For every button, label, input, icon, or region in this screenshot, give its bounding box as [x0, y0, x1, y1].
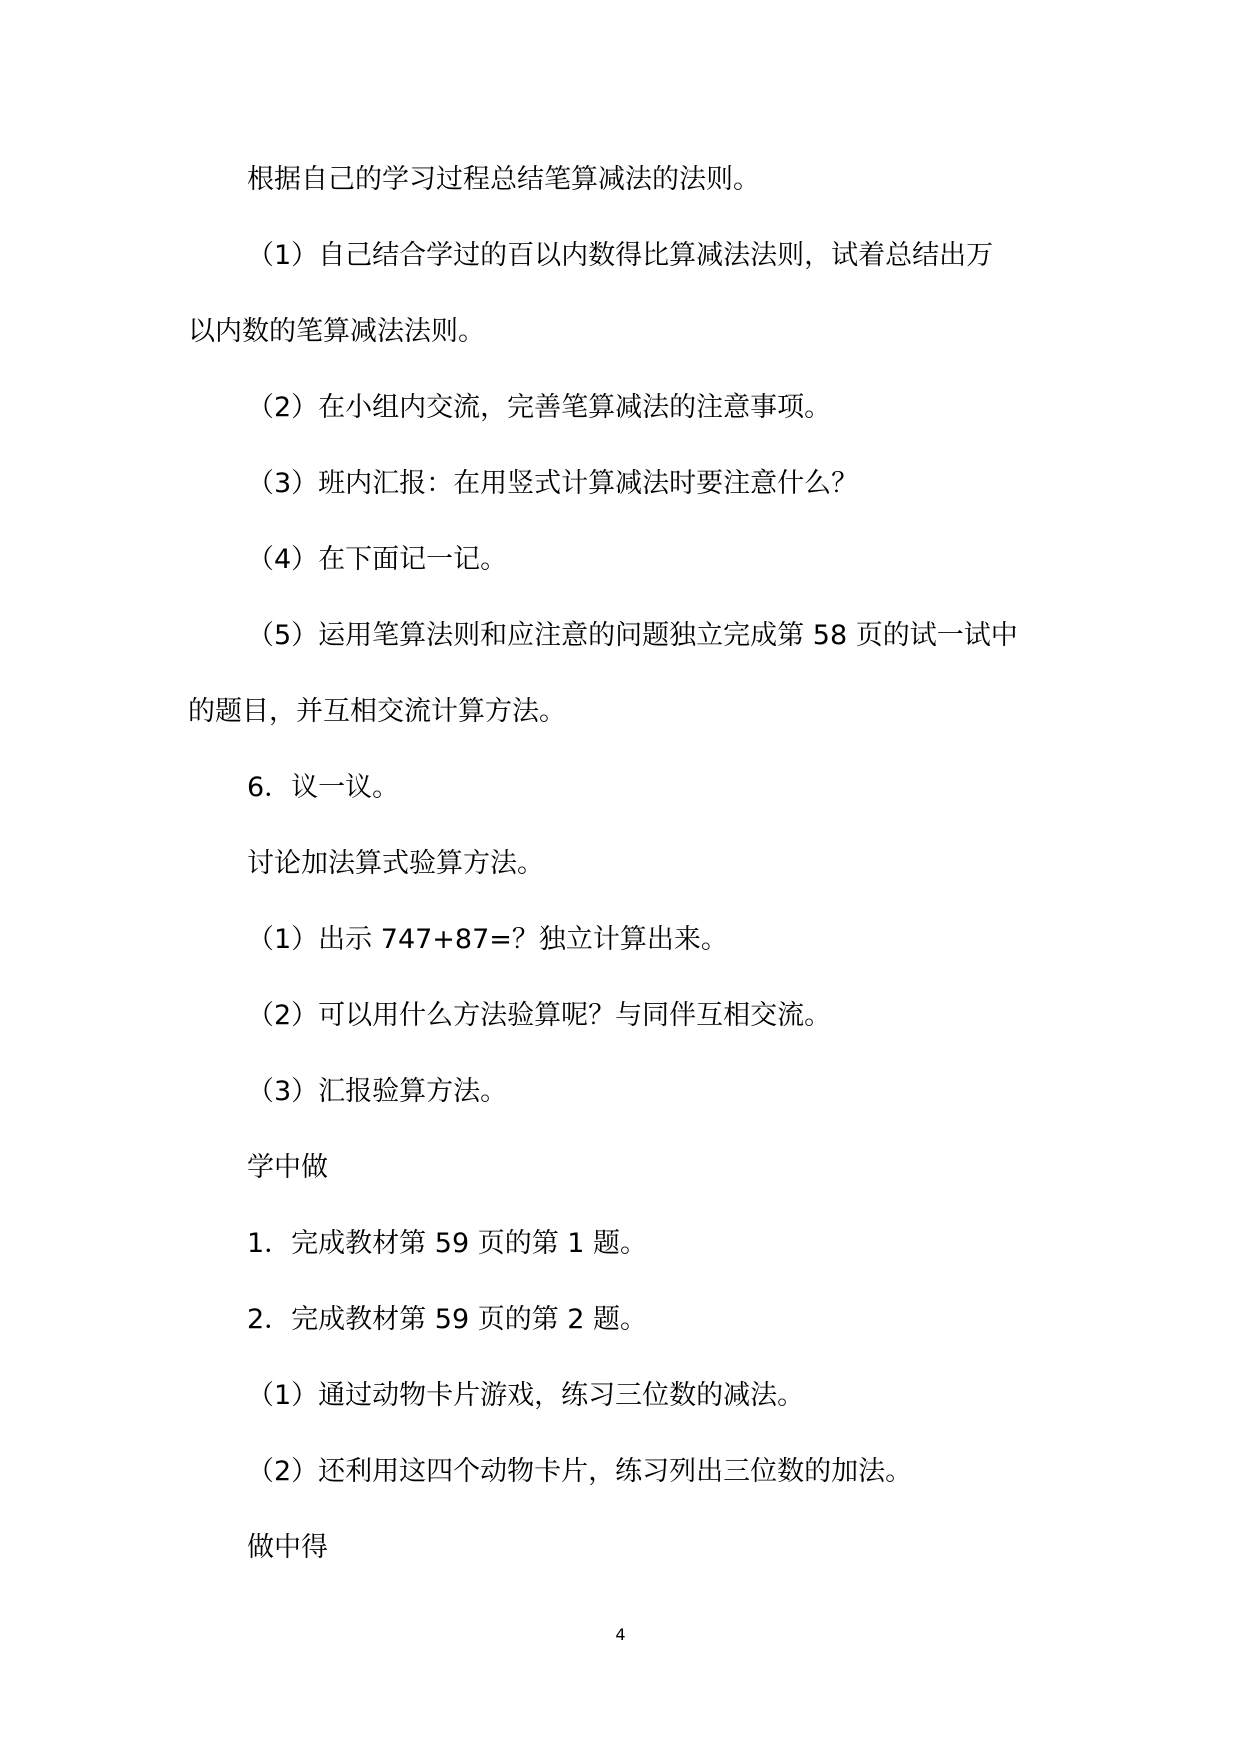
document-body: [188, 142, 1058, 1586]
paragraph-exercise-1: 1．完成教材第 59 页的第 1 题。: [247, 1228, 648, 1259]
paragraph-item-1-line-1: （1）自己结合学过的百以内数得比算减法法则，试着总结出万: [247, 240, 994, 271]
paragraph-check-item-3: （3）汇报验算方法。: [247, 1076, 508, 1107]
paragraph-item-2: （2）在小组内交流，完善笔算减法的注意事项。: [247, 392, 832, 423]
section-heading-discuss: 6．议一议。: [247, 772, 400, 803]
paragraph-subtraction-rule-intro: 根据自己的学习过程总结笔算减法的法则。: [247, 164, 760, 195]
section-heading-learn-by-doing: 学中做: [247, 1152, 328, 1183]
page-number: 4: [615, 1625, 626, 1644]
paragraph-check-item-1: （1）出示 747+87=？独立计算出来。: [247, 924, 728, 955]
paragraph-item-4: （4）在下面记一记。: [247, 544, 508, 575]
paragraph-exercise-2-item-1: （1）通过动物卡片游戏，练习三位数的减法。: [247, 1380, 805, 1411]
paragraph-item-5-line-1: （5）运用笔算法则和应注意的问题独立完成第 58 页的试一试中: [247, 620, 1018, 651]
paragraph-exercise-2-item-2: （2）还利用这四个动物卡片，练习列出三位数的加法。: [247, 1456, 913, 1487]
section-heading-gain-by-doing: 做中得: [247, 1532, 328, 1563]
paragraph-exercise-2: 2．完成教材第 59 页的第 2 题。: [247, 1304, 648, 1335]
paragraph-item-5-line-2: 的题目，并互相交流计算方法。: [188, 696, 566, 727]
paragraph-check-item-2: （2）可以用什么方法验算呢？与同伴互相交流。: [247, 1000, 832, 1031]
paragraph-addition-check-intro: 讨论加法算式验算方法。: [247, 848, 544, 879]
paragraph-item-3: （3）班内汇报：在用竖式计算减法时要注意什么？: [247, 468, 859, 499]
paragraph-item-1-line-2: 以内数的笔算减法法则。: [188, 316, 485, 347]
